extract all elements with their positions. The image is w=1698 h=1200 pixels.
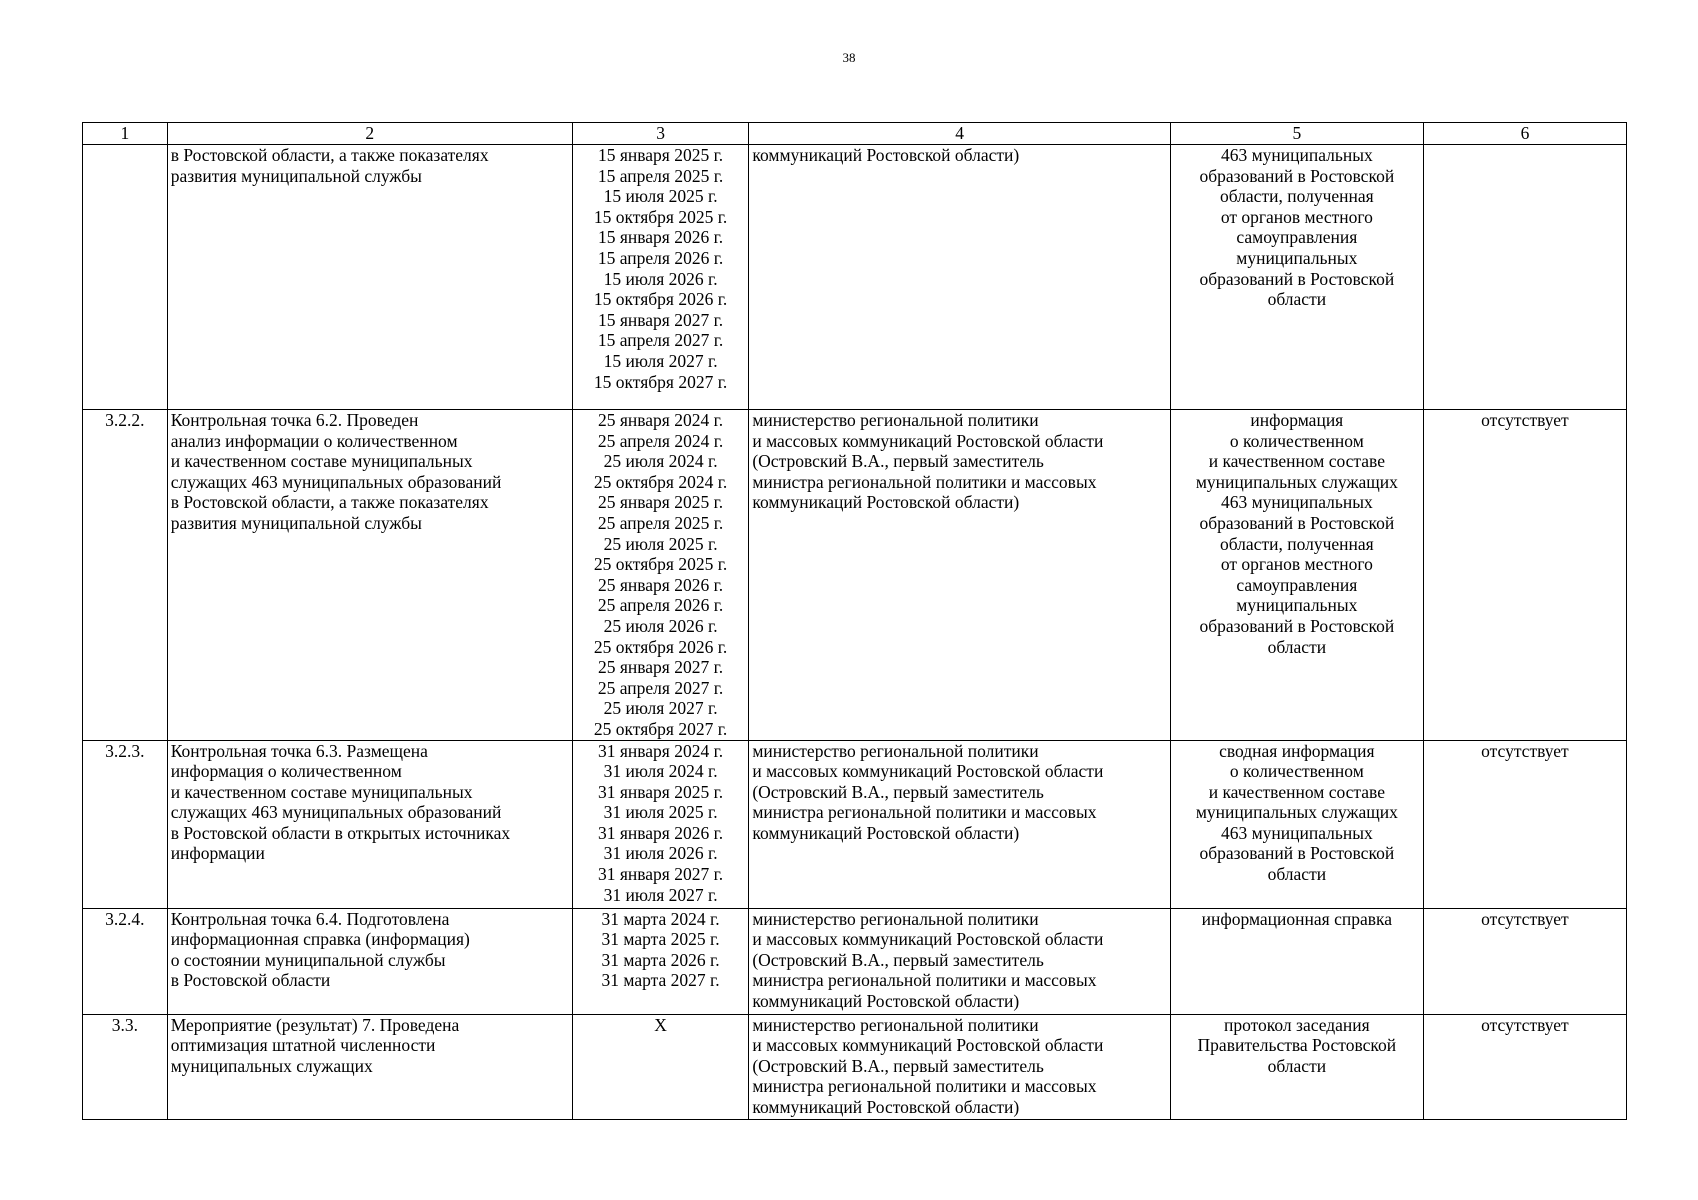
description-line: в Ростовской области, а также показателях [170, 492, 489, 513]
column-header-5: 5 [1170, 123, 1423, 145]
description-line: информации [170, 843, 265, 864]
result-cell [1170, 740, 1423, 908]
dates-line: 25 апреля 2025 г. [597, 512, 724, 533]
responsible-line: (Островский В.А., первый заместитель [752, 1055, 1044, 1076]
dates-line: 15 июля 2025 г. [603, 186, 718, 207]
result-line: и качественном составе [1208, 781, 1385, 802]
dates-line: 31 января 2026 г. [597, 822, 724, 843]
responsible-cell [749, 1014, 1170, 1119]
description-line: муниципальных служащих [170, 1055, 373, 1076]
dates-line: 25 октября 2026 г. [593, 636, 728, 657]
dates-line: 31 июля 2025 г. [603, 802, 718, 823]
responsible-line: министерство региональной политики [752, 740, 1039, 761]
result-line: 463 муниципальных [1220, 822, 1373, 843]
result-line: области [1267, 636, 1327, 657]
status-cell: отсутствует [1423, 908, 1626, 1014]
result-line: области [1267, 289, 1327, 310]
row-number-cell [83, 145, 168, 410]
result-line: от органов местного [1220, 554, 1373, 575]
dates-line: 31 января 2024 г. [597, 740, 724, 761]
description-line: служащих 463 муниципальных образований [170, 471, 502, 492]
column-header-1: 1 [83, 123, 168, 145]
dates-line: 15 января 2026 г. [597, 227, 724, 248]
status-cell: отсутствует [1423, 1014, 1626, 1119]
dates-line: 25 июля 2024 г. [603, 451, 718, 472]
description-line: и качественном составе муниципальных [170, 451, 473, 472]
result-cell [1170, 1014, 1423, 1119]
responsible-line: министерство региональной политики [752, 1014, 1039, 1035]
description-cell [167, 410, 572, 741]
result-line: образований в Ростовской [1199, 512, 1395, 533]
responsible-line: и массовых коммуникаций Ростовской области [752, 929, 1104, 950]
description-cell [167, 1014, 572, 1119]
responsible-cell [749, 908, 1170, 1014]
column-header-3: 3 [572, 123, 749, 145]
dates-line: 25 октября 2024 г. [593, 471, 728, 492]
description-cell [167, 740, 572, 908]
dates-line: 25 июля 2027 г. [603, 698, 718, 719]
result-line: области [1267, 864, 1327, 885]
dates-line: 25 июля 2025 г. [603, 533, 718, 554]
description-line: и качественном составе муниципальных [170, 781, 473, 802]
dates-line: 31 марта 2024 г. [601, 908, 720, 929]
responsible-line: и массовых коммуникаций Ростовской области [752, 1035, 1104, 1056]
dates-cell [572, 740, 749, 908]
status-cell: отсутствует [1423, 410, 1626, 741]
dates-cell [572, 1014, 749, 1119]
dates-line: 25 июля 2026 г. [603, 615, 718, 636]
responsible-line: министра региональной политики и массовых [752, 1076, 1097, 1097]
description-line: в Ростовской области в открытых источниках [170, 822, 511, 843]
result-line: области, полученная [1219, 533, 1374, 554]
description-line: информационная справка (информация) [170, 929, 470, 950]
table-row [83, 410, 1627, 741]
responsible-cell [749, 740, 1170, 908]
header-row [83, 123, 1627, 145]
description-line: служащих 463 муниципальных образований [170, 802, 502, 823]
result-line: образований в Ростовской [1199, 843, 1395, 864]
status-cell: отсутствует [1423, 740, 1626, 908]
responsible-line: министра региональной политики и массовых [752, 970, 1097, 991]
column-header-6: 6 [1423, 123, 1626, 145]
description-line: анализ информации о количественном [170, 430, 458, 451]
dates-line: 25 апреля 2024 г. [597, 430, 724, 451]
result-line: о количественном [1229, 761, 1364, 782]
plan-table [82, 122, 1627, 1120]
row-number-cell: 3.3. [83, 1014, 168, 1119]
responsible-line: и массовых коммуникаций Ростовской области [752, 430, 1104, 451]
description-line: в Ростовской области, а также показателях [170, 145, 489, 165]
table-row [83, 145, 1627, 410]
table-row [83, 740, 1627, 908]
dates-cell [572, 908, 749, 1014]
column-header-2: 2 [167, 123, 572, 145]
dates-line: 31 января 2027 г. [597, 864, 724, 885]
responsible-line: коммуникаций Ростовской области) [752, 990, 1020, 1011]
dates-cell [572, 410, 749, 741]
description-line: оптимизация штатной численности [170, 1035, 436, 1056]
description-line: развития муниципальной службы [170, 165, 422, 186]
table-row [83, 908, 1627, 1014]
dates-line: 15 апреля 2026 г. [597, 247, 724, 268]
dates-line: 31 марта 2025 г. [601, 929, 720, 950]
dates-line: 25 октября 2025 г. [593, 554, 728, 575]
description-cell [167, 145, 572, 410]
status-cell [1423, 145, 1626, 410]
description-line: информация о количественном [170, 761, 402, 782]
responsible-line: коммуникаций Ростовской области) [752, 822, 1020, 843]
description-line: о состоянии муниципальной службы [170, 949, 446, 970]
responsible-cell [749, 410, 1170, 741]
result-cell [1170, 145, 1423, 410]
column-header-4: 4 [749, 123, 1170, 145]
result-line: муниципальных [1236, 595, 1358, 616]
result-line: и качественном составе [1208, 451, 1385, 472]
dates-line: 15 апреля 2027 г. [597, 330, 724, 351]
description-line: Контрольная точка 6.2. Проведен [170, 410, 419, 430]
dates-line: Х [654, 1014, 667, 1035]
dates-line: 15 июля 2027 г. [603, 350, 718, 371]
result-line: о количественном [1229, 430, 1364, 451]
dates-line: 15 июля 2026 г. [603, 268, 718, 289]
result-line: протокол заседания [1223, 1014, 1370, 1035]
responsible-line: министра региональной политики и массовых [752, 802, 1097, 823]
dates-line: 31 июля 2024 г. [603, 761, 718, 782]
dates-line: 25 апреля 2027 г. [597, 677, 724, 698]
dates-line: 31 июля 2026 г. [603, 843, 718, 864]
result-line: образований в Ростовской [1199, 268, 1395, 289]
dates-line: 25 января 2024 г. [597, 410, 724, 430]
dates-line: 25 января 2026 г. [597, 574, 724, 595]
dates-cell [572, 145, 749, 410]
dates-line: 15 октября 2027 г. [593, 371, 728, 392]
dates-line: 15 октября 2026 г. [593, 289, 728, 310]
result-line: сводная информация [1219, 740, 1375, 761]
description-line: Мероприятие (результат) 7. Проведена [170, 1014, 460, 1035]
dates-line: 31 марта 2026 г. [601, 949, 720, 970]
row-number-cell: 3.2.3. [83, 740, 168, 908]
table-header [83, 123, 1627, 145]
dates-line: 31 марта 2027 г. [601, 970, 720, 991]
row-number-cell: 3.2.4. [83, 908, 168, 1014]
description-line: Контрольная точка 6.3. Размещена [170, 740, 428, 761]
result-line: 463 муниципальных [1220, 145, 1373, 165]
result-cell [1170, 410, 1423, 741]
result-line: 463 муниципальных [1220, 492, 1373, 513]
result-line: области [1267, 1055, 1327, 1076]
responsible-line: коммуникаций Ростовской области) [752, 1096, 1020, 1117]
responsible-cell [749, 145, 1170, 410]
responsible-line: министерство региональной политики [752, 410, 1039, 430]
result-line: муниципальных служащих [1195, 471, 1398, 492]
result-line: самоуправления [1236, 227, 1358, 248]
description-line: в Ростовской области [170, 970, 331, 991]
result-line: информация [1250, 410, 1344, 430]
table-row [83, 1014, 1627, 1119]
responsible-line: министра региональной политики и массовых [752, 471, 1097, 492]
result-line: самоуправления [1236, 574, 1358, 595]
responsible-line: (Островский В.А., первый заместитель [752, 781, 1044, 802]
dates-line: 15 января 2027 г. [597, 309, 724, 330]
dates-line: 25 января 2025 г. [597, 492, 724, 513]
dates-line: 15 января 2025 г. [597, 145, 724, 165]
responsible-line: коммуникаций Ростовской области) [752, 492, 1020, 513]
dates-line: 15 октября 2025 г. [593, 206, 728, 227]
result-line: от органов местного [1220, 206, 1373, 227]
responsible-line: (Островский В.А., первый заместитель [752, 451, 1044, 472]
dates-line: 25 января 2027 г. [597, 657, 724, 678]
description-line: Контрольная точка 6.4. Подготовлена [170, 908, 450, 929]
result-line: муниципальных служащих [1195, 802, 1398, 823]
dates-line: 31 июля 2027 г. [603, 884, 718, 905]
result-line: области, полученная [1219, 186, 1374, 207]
responsible-line: коммуникаций Ростовской области) [752, 145, 1020, 165]
responsible-line: (Островский В.А., первый заместитель [752, 949, 1044, 970]
description-cell [167, 908, 572, 1014]
dates-line: 15 апреля 2025 г. [597, 165, 724, 186]
result-line: образований в Ростовской [1199, 165, 1395, 186]
dates-line: 25 октября 2027 г. [593, 718, 728, 739]
result-line: информационная справка [1201, 908, 1393, 929]
dates-line: 31 января 2025 г. [597, 781, 724, 802]
result-cell [1170, 908, 1423, 1014]
description-line: развития муниципальной службы [170, 512, 422, 533]
result-line: муниципальных [1236, 247, 1358, 268]
result-line: Правительства Ростовской [1197, 1035, 1397, 1056]
dates-line: 25 апреля 2026 г. [597, 595, 724, 616]
table-body [83, 145, 1627, 1120]
responsible-line: и массовых коммуникаций Ростовской области [752, 761, 1104, 782]
page-number: 38 [842, 50, 856, 65]
responsible-line: министерство региональной политики [752, 908, 1039, 929]
result-line: образований в Ростовской [1199, 615, 1395, 636]
row-number-cell: 3.2.2. [83, 410, 168, 741]
